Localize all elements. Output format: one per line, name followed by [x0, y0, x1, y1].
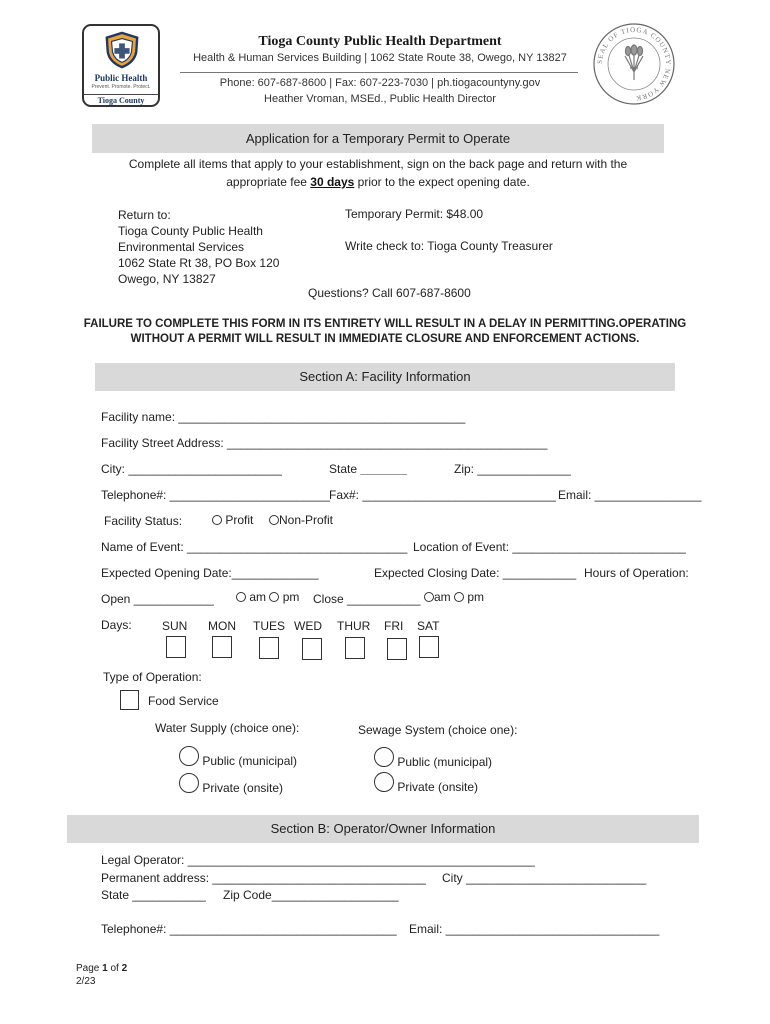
day-checkbox-thur[interactable]	[345, 637, 365, 659]
profit-radio[interactable]	[212, 515, 222, 525]
operator-city-field[interactable]: City ___________________________	[442, 871, 647, 885]
permanent-address-field[interactable]: Permanent address: ________________________________	[101, 871, 426, 885]
hours-of-operation-label: Hours of Operation:	[584, 566, 689, 580]
logo-title: Public Health	[94, 73, 148, 83]
facility-telephone-field[interactable]: Telephone#: ________________________	[101, 488, 330, 502]
operator-state-field[interactable]: State ___________	[101, 888, 206, 902]
close-time-field[interactable]: Close ___________	[313, 592, 421, 606]
water-private-option[interactable]: Private (onsite)	[179, 773, 283, 795]
logo-tagline: Prevent. Promote. Protect.	[91, 84, 151, 90]
header-divider	[180, 72, 578, 73]
type-of-operation-label: Type of Operation:	[103, 670, 202, 684]
status-profit-option[interactable]: Profit	[212, 513, 253, 527]
warning-line-1: FAILURE TO COMPLETE THIS FORM IN ITS ENTIRETY WILL RESULT IN A DELAY IN PERMITTING.OPERATING	[83, 318, 687, 330]
section-b-header: Section B: Operator/Owner Information	[67, 815, 699, 843]
event-location-field[interactable]: Location of Event: __________________________	[413, 540, 686, 554]
day-checkbox-sun[interactable]	[166, 636, 186, 658]
logo-county: Tioga County	[84, 94, 158, 105]
check-payable: Write check to: Tioga County Treasurer	[345, 239, 553, 253]
shield-cross-icon	[103, 31, 141, 69]
day-checkbox-sat[interactable]	[419, 636, 439, 658]
days-label: Days:	[101, 618, 132, 632]
open-am-radio[interactable]	[236, 592, 246, 602]
permit-fee: Temporary Permit: $48.00	[345, 207, 484, 221]
day-label-sat: SAT	[417, 619, 440, 633]
water-private-radio[interactable]	[179, 773, 199, 793]
department-director: Heather Vroman, MSEd., Public Health Director	[264, 93, 496, 105]
close-ampm[interactable]: am pm	[424, 590, 484, 604]
water-supply-label: Water Supply (choice one):	[155, 721, 300, 735]
facility-state-field[interactable]: State _______	[329, 462, 408, 476]
opening-date-field[interactable]: Expected Opening Date:_____________	[101, 566, 319, 580]
sewage-private-option[interactable]: Private (onsite)	[374, 772, 478, 794]
legal-operator-field[interactable]: Legal Operator: ____________________________________________________	[101, 853, 535, 867]
open-ampm[interactable]: am pm	[236, 590, 299, 604]
open-time-field[interactable]: Open ____________	[101, 592, 214, 606]
day-checkbox-fri[interactable]	[387, 638, 407, 660]
day-checkbox-mon[interactable]	[212, 636, 232, 658]
day-label-tues: TUES	[253, 619, 286, 633]
department-contact: Phone: 607-687-8600 | Fax: 607-223-7030 | ph.tiogacountyny.gov	[219, 77, 541, 89]
facility-city-field[interactable]: City: _______________________	[101, 462, 282, 476]
department-address: Health & Human Services Building | 1062 State Route 38, Owego, NY 13827	[193, 52, 567, 64]
return-address: Return to: Tioga County Public Health Environmental Services 1062 State Rt 38, PO Box 120 Owego, NY 13827	[118, 208, 280, 286]
close-am-radio[interactable]	[424, 592, 434, 602]
facility-fax-field[interactable]: Fax#: _____________________________	[329, 488, 556, 502]
day-checkbox-wed[interactable]	[302, 638, 322, 660]
nonprofit-radio[interactable]	[269, 515, 279, 525]
operator-telephone-field[interactable]: Telephone#: __________________________________	[101, 922, 397, 936]
intro-line-2: appropriate fee 30 days prior to the expect opening date.	[226, 175, 530, 189]
page-number: Page 1 of 2	[76, 963, 128, 974]
day-checkbox-tues[interactable]	[259, 637, 279, 659]
seal-text: SEAL OF TIOGA COUNTY NEW YORK	[595, 25, 673, 103]
facility-status-label: Facility Status:	[104, 514, 183, 528]
questions-phone: Questions? Call 607-687-8600	[308, 286, 471, 300]
day-label-mon: MON	[208, 619, 236, 633]
sewage-system-label: Sewage System (choice one):	[358, 723, 518, 737]
facility-name-field[interactable]: Facility name: ___________________________________________	[101, 410, 466, 424]
status-nonprofit-option[interactable]: Non-Profit	[269, 513, 333, 527]
day-label-wed: WED	[294, 619, 322, 633]
county-seal	[592, 22, 676, 106]
day-label-sun: SUN	[162, 619, 188, 633]
intro-line-1: Complete all items that apply to your establishment, sign on the back page and return with the	[128, 157, 628, 171]
revision-date: 2/23	[76, 976, 96, 987]
operator-zip-field[interactable]: Zip Code___________________	[223, 888, 399, 902]
closing-date-field[interactable]: Expected Closing Date: ___________	[374, 566, 577, 580]
public-health-logo	[82, 24, 160, 107]
facility-email-field[interactable]: Email: ________________	[558, 488, 702, 502]
operator-email-field[interactable]: Email: ________________________________	[409, 922, 660, 936]
form-title-band: Application for a Temporary Permit to Operate	[92, 124, 664, 153]
water-public-option[interactable]: Public (municipal)	[179, 746, 297, 768]
event-name-field[interactable]: Name of Event: _________________________________	[101, 540, 408, 554]
sewage-public-option[interactable]: Public (municipal)	[374, 747, 492, 769]
warning-line-2: WITHOUT A PERMIT WILL RESULT IN IMMEDIATE CLOSURE AND ENFORCEMENT ACTIONS.	[130, 333, 640, 345]
food-service-checkbox[interactable]	[120, 690, 139, 710]
open-pm-radio[interactable]	[269, 592, 279, 602]
deadline-emphasis: 30 days	[310, 175, 355, 189]
department-title: Tioga County Public Health Department	[258, 34, 502, 49]
day-label-thur: THUR	[337, 619, 371, 633]
sewage-public-radio[interactable]	[374, 747, 394, 767]
day-label-fri: FRI	[384, 619, 404, 633]
water-public-radio[interactable]	[179, 746, 199, 766]
facility-zip-field[interactable]: Zip: ______________	[454, 462, 571, 476]
food-service-label: Food Service	[148, 694, 219, 708]
facility-street-field[interactable]: Facility Street Address: ________________________________________________	[101, 436, 548, 450]
sewage-private-radio[interactable]	[374, 772, 394, 792]
close-pm-radio[interactable]	[454, 592, 464, 602]
section-a-header: Section A: Facility Information	[95, 363, 675, 391]
